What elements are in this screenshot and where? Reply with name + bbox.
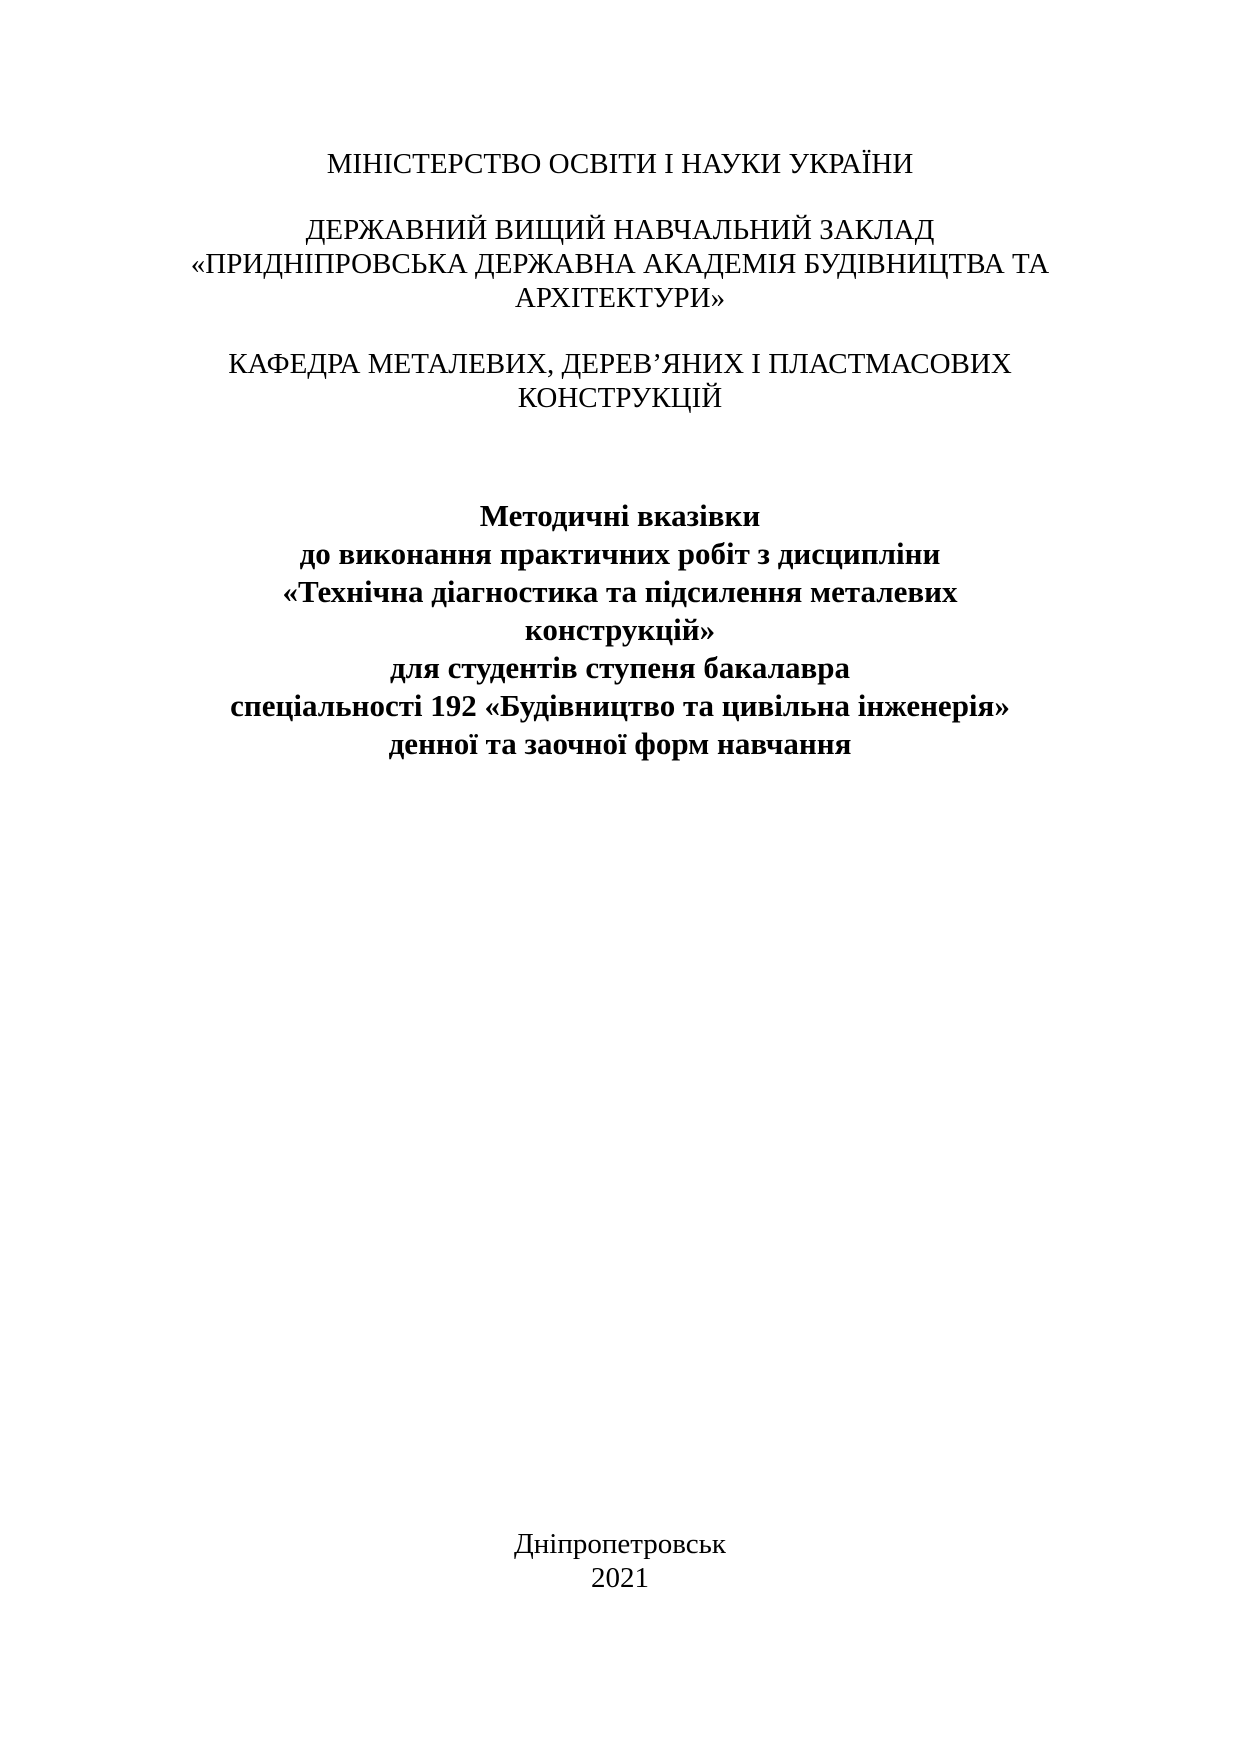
title-line-2: до виконання практичних робіт з дисципліни [299, 536, 941, 571]
institution-line-2: «ПРИДНІПРОВСЬКА ДЕРЖАВНА АКАДЕМІЯ БУДІВНИЦТВА ТА [190, 248, 1050, 280]
department-line-2: КОНСТРУКЦІЙ [517, 382, 723, 414]
ministry-line: МІНІСТЕРСТВО ОСВІТИ І НАУКИ УКРАЇНИ [326, 148, 914, 180]
institution-line-1: ДЕРЖАВНИЙ ВИЩИЙ НАВЧАЛЬНИЙ ЗАКЛАД [305, 214, 935, 246]
title-line-5: для студентів ступеня бакалавра [390, 650, 850, 685]
year: 2021 [591, 1562, 649, 1594]
institution-line-3: АРХІТЕКТУРИ» [514, 282, 726, 314]
title-line-4: конструкцій» [524, 612, 716, 647]
title-line-1: Методичні вказівки [479, 498, 761, 533]
title-line-3: «Технічна діагностика та підсилення металевих [282, 574, 958, 609]
department-line-1: КАФЕДРА МЕТАЛЕВИХ, ДЕРЕВ’ЯНИХ І ПЛАСТМАСОВИХ [228, 348, 1012, 380]
title-line-6: спеціальності 192 «Будівництво та цивільна інженерія» [230, 688, 1010, 723]
city: Дніпропетровськ [513, 1528, 726, 1560]
title-line-7: денної та заочної форм навчання [388, 726, 852, 761]
